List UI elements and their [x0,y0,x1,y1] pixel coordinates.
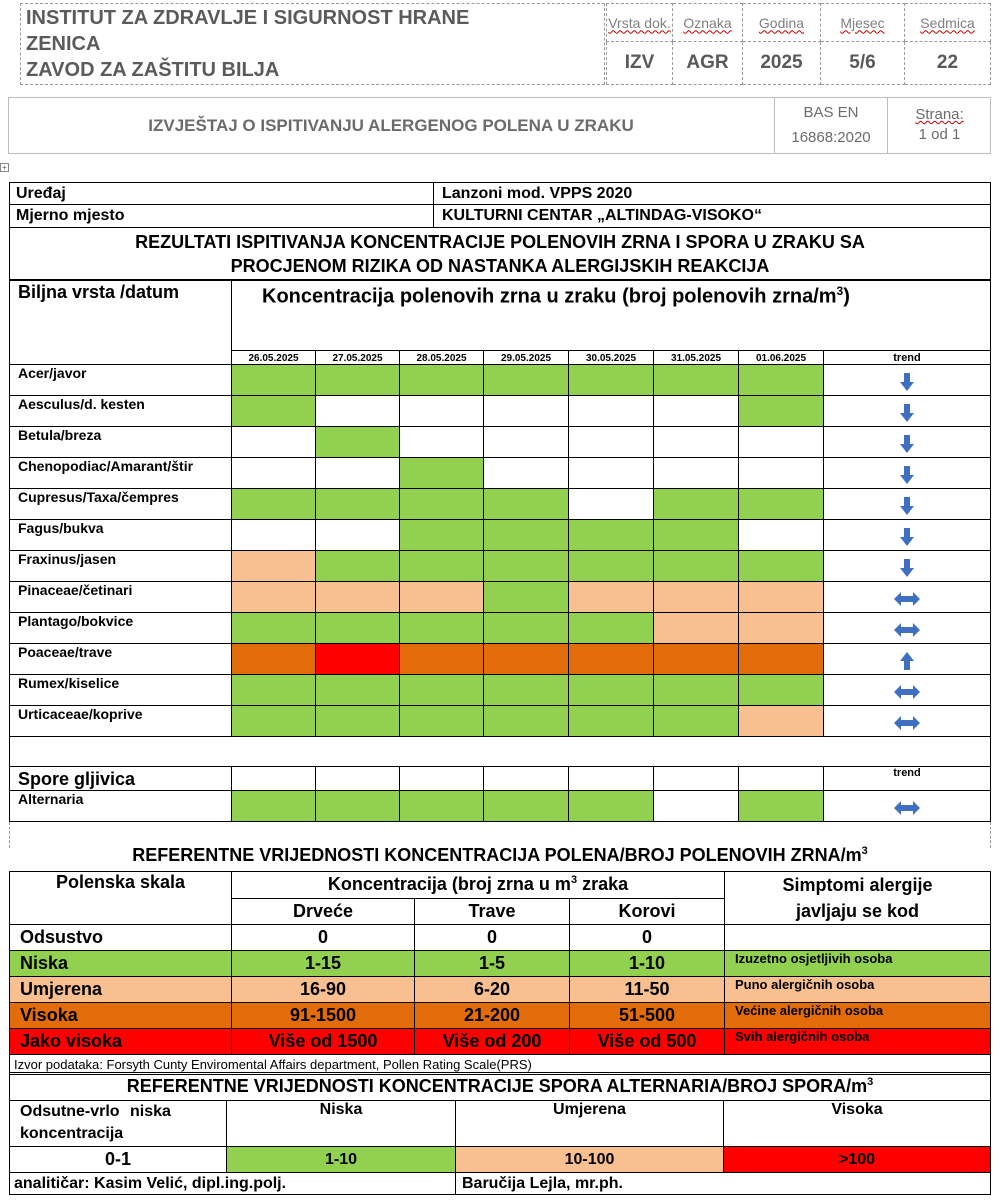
level-cell-low [654,675,739,706]
level-cell-low [232,365,316,396]
results-title-line1: REZULTATI ISPITIVANJA KONCENTRACIJE POLENOVIH ZRNA I SPORA U ZRAKU SA [135,231,865,252]
spore-trend-header: trend [824,767,991,791]
species-name: Plantago/bokvice [10,613,232,644]
site-label: Mjerno mjesto [10,205,434,228]
level-cell-high [484,644,569,675]
trend-cell [824,520,991,551]
symptom-header-line1: Simptomi alergije [782,875,933,895]
level-cell-low [232,613,316,644]
level-cell-low [316,427,400,458]
level-cell-low [316,365,400,396]
species-name: Pinaceae/četinari [10,582,232,613]
trend-cell [824,458,991,489]
second-signature: Baručija Lejla, mr.ph. [456,1173,991,1195]
arrow-down-icon [824,368,990,392]
level-cell-low [232,791,316,822]
meta-label-week: Sedmica [905,4,991,42]
level-cell-high [232,644,316,675]
level-cell-low [232,489,316,520]
level-cell-none [316,520,400,551]
trend-header: trend [824,351,991,365]
species-name: Chenopodiac/Amarant/štir [10,458,232,489]
level-cell-moderate [739,582,824,613]
level-cell-low [739,365,824,396]
level-cell-low [739,675,824,706]
analyst-signature: analitičar: Kasim Velić, dipl.ing.polj. [10,1173,456,1195]
level-cell-low [569,551,654,582]
reference-weeds: 0 [570,925,725,951]
level-cell-low [232,706,316,737]
table-move-handle[interactable]: + [0,163,9,172]
level-cell-low [484,489,569,520]
level-cell-low [400,706,484,737]
trend-cell [824,791,991,822]
level-cell-none [739,458,824,489]
reference-grasses: 21-200 [415,1003,570,1029]
reference-weeds: 11-50 [570,977,725,1003]
concentration-ref-text: Koncentracija (broj zrna u m [327,874,571,895]
level-cell-low [654,520,739,551]
level-cell-low [569,791,654,822]
col-header-trees: Drveće [232,898,415,925]
spore-value-low: 1-10 [227,1147,456,1173]
level-cell-none [232,520,316,551]
level-cell-low [484,520,569,551]
pollen-row [10,489,991,520]
report-title: IZVJEŠTAJ O ISPITIVANJU ALERGENOG POLENA U ZRAKU [148,116,634,135]
reference-row [10,977,991,1003]
symptom-header [725,872,991,925]
spore-col-high: Visoka [724,1101,991,1147]
species-header: Biljna vrsta /datum [10,281,232,365]
reference-grasses: 6-20 [415,977,570,1003]
level-cell-low [316,675,400,706]
species-name: Betula/breza [10,427,232,458]
level-cell-none [569,427,654,458]
arrow-left-right-icon [824,680,990,700]
scale-header: Polenska skala [10,872,232,925]
arrow-left-right-icon [824,796,990,816]
level-cell-low [569,675,654,706]
level-cell-low [654,489,739,520]
reference-grasses: Više od 200 [415,1029,570,1055]
trend-cell [824,489,991,520]
pollen-reference-title-text: REFERENTNE VRIJEDNOSTI KONCENTRACIJA POLENA/BROJ POLENOVIH ZRNA/m [132,845,862,865]
page-label: Strana: [915,106,964,123]
level-cell-none [484,396,569,427]
reference-row [10,1003,991,1029]
reference-weeds: Više od 500 [570,1029,725,1055]
pollen-row [10,365,991,396]
spore-col-moderate: Umjerena [456,1101,724,1147]
concentration-header [232,281,991,351]
reference-trees: 91-1500 [232,1003,415,1029]
pollen-row [10,613,991,644]
level-cell-high [569,644,654,675]
col-header-grasses: Trave [415,898,570,925]
spore-row [10,791,991,822]
spore-col-absent-line2: koncentracija [20,1125,124,1142]
reference-row [10,1029,991,1055]
reference-symptom: Puno alergičnih osoba [725,977,991,1003]
level-cell-low [400,613,484,644]
spore-reference-title-text: REFERENTNE VRIJEDNOSTI KONCENTRACIJE SPORA ALTERNARIA/BROJ SPORA/m [126,1076,868,1096]
level-cell-none [232,427,316,458]
date-header: 29.05.2025 [484,351,569,365]
level-cell-low [569,613,654,644]
trend-cell [824,582,991,613]
standard-line2: 16868:2020 [791,129,871,146]
level-cell-low [400,551,484,582]
date-header: 27.05.2025 [316,351,400,365]
col-header-weeds: Korovi [570,898,725,925]
device-value: Lanzoni mod. VPPS 2020 [434,183,991,205]
arrow-left-right-icon [824,587,990,607]
reference-level: Visoka [10,1003,232,1029]
species-name: Alternaria [10,791,232,822]
standard-line1: BAS EN [803,104,859,121]
level-cell-none [232,458,316,489]
spore-col-absent-line1: Odsutne-vrlo niska [20,1103,171,1120]
spacer-cell [10,737,991,767]
pollen-row [10,644,991,675]
pollen-reference-table [9,871,991,1075]
reference-trees: Više od 1500 [232,1029,415,1055]
reference-symptom: Većine alergičnih osoba [725,1003,991,1029]
reference-row [10,925,991,951]
empty-cell [316,767,400,791]
pollen-row [10,520,991,551]
empty-cell [232,767,316,791]
level-cell-low [232,396,316,427]
level-cell-low [316,613,400,644]
institute-name-line2: ZENICA [26,33,101,55]
spore-reference-title-sup: 3 [867,1076,874,1088]
level-cell-none [569,458,654,489]
pollen-row [10,582,991,613]
spore-col-absent [10,1101,227,1147]
level-cell-low [316,706,400,737]
results-title [10,228,991,280]
device-label: Uređaj [10,183,434,205]
reference-weeds: 51-500 [570,1003,725,1029]
level-cell-low [484,706,569,737]
institute-name-line1: INSTITUT ZA ZDRAVLJE I SIGURNOST HRANE [26,7,470,29]
level-cell-high [654,644,739,675]
arrow-down-icon [824,461,990,485]
level-cell-low [484,365,569,396]
reference-symptom: Svih alergičnih osoba [725,1029,991,1055]
species-name: Acer/javor [10,365,232,396]
level-cell-none [400,427,484,458]
level-cell-low [484,582,569,613]
level-cell-low [484,675,569,706]
level-cell-low [400,365,484,396]
species-name: Urticaceae/koprive [10,706,232,737]
level-cell-moderate [739,613,824,644]
page-value: 1 od 1 [918,126,961,143]
species-name: Rumex/kiselice [10,675,232,706]
reference-trees: 1-15 [232,951,415,977]
level-cell-low [316,489,400,520]
level-cell-very-high [316,644,400,675]
level-cell-none [654,427,739,458]
species-name: Fagus/bukva [10,520,232,551]
level-cell-low [232,675,316,706]
level-cell-moderate [316,582,400,613]
reference-grasses: 0 [415,925,570,951]
concentration-ref-sup: 3 [570,874,578,887]
level-cell-low [400,791,484,822]
trend-cell [824,644,991,675]
level-cell-none [654,458,739,489]
level-cell-low [484,791,569,822]
pollen-row [10,706,991,737]
species-name: Poaceae/trave [10,644,232,675]
level-cell-low [739,551,824,582]
level-cell-none [316,396,400,427]
spacer-row [10,737,991,767]
standard-box [774,97,887,154]
pollen-row [10,396,991,427]
empty-cell [569,767,654,791]
institute-name-line3: ZAVOD ZA ZAŠTITU BILJA [26,59,280,81]
document-meta-grid [606,3,991,85]
level-cell-moderate [232,582,316,613]
reference-level: Umjerena [10,977,232,1003]
level-cell-moderate [232,551,316,582]
reference-symptom [725,925,991,951]
date-header: 30.05.2025 [569,351,654,365]
date-header: 31.05.2025 [654,351,739,365]
level-cell-low [569,365,654,396]
arrow-down-icon [824,399,990,423]
pollen-rows [10,365,991,737]
meta-label-month: Mjesec [821,4,905,42]
trend-cell [824,427,991,458]
reference-row [10,951,991,977]
level-cell-low [400,520,484,551]
trend-cell [824,396,991,427]
level-cell-moderate [654,582,739,613]
level-cell-low [654,706,739,737]
spore-rows [10,791,991,822]
level-cell-none [484,427,569,458]
level-cell-none [654,791,739,822]
spore-col-low: Niska [227,1101,456,1147]
meta-value-doc-type: IZV [607,42,673,85]
trend-cell [824,551,991,582]
trend-cell [824,706,991,737]
pollen-reference-section [9,871,991,1075]
level-cell-high [739,644,824,675]
level-cell-none [400,396,484,427]
spore-value-high: >100 [724,1147,991,1173]
level-cell-low [739,396,824,427]
institute-name [26,5,601,83]
arrow-down-icon [824,523,990,547]
meta-label-code: Oznaka [673,4,743,42]
level-cell-low [739,791,824,822]
reference-grasses: 1-5 [415,951,570,977]
level-cell-moderate [400,582,484,613]
reference-trees: 16-90 [232,977,415,1003]
level-cell-moderate [569,582,654,613]
level-cell-low [400,489,484,520]
pollen-row [10,551,991,582]
level-cell-low [484,551,569,582]
species-name: Aesculus/d. kesten [10,396,232,427]
level-cell-none [316,458,400,489]
species-name: Cupresus/Taxa/čempres [10,489,232,520]
document-meta-table [606,3,991,85]
meta-label-year: Godina [743,4,821,42]
reference-level: Odsustvo [10,925,232,951]
meta-value-month: 5/6 [821,42,905,85]
trend-cell [824,613,991,644]
results-title-line2: PROCJENOM RIZIKA OD NASTANKA ALERGIJSKIH REAKCIJA [230,255,770,276]
level-cell-none [569,396,654,427]
info-table [9,182,991,280]
trend-cell [824,365,991,396]
pollen-row [10,458,991,489]
date-header: 28.05.2025 [400,351,484,365]
spore-reference-title [10,1073,991,1101]
level-cell-low [316,551,400,582]
level-cell-none [739,427,824,458]
pollen-row [10,675,991,706]
level-cell-low [654,551,739,582]
results-section [9,182,991,822]
empty-cell [400,767,484,791]
arrow-down-icon [824,430,990,454]
level-cell-none [484,458,569,489]
meta-label-doc-type: Vrsta dok. [607,4,673,42]
meta-value-week: 22 [905,42,991,85]
concentration-header-text: Koncentracija polenovih zrna u zraku (broj polenovih zrna/m [262,285,837,308]
reference-trees: 0 [232,925,415,951]
pollen-row [10,427,991,458]
level-cell-low [316,791,400,822]
reference-source: Izvor podataka: Forsyth Cunty Enviromental Affairs department, Pollen Rating Scale(PRS) [10,1055,991,1075]
site-value: KULTURNI CENTAR „ALTINDAG-VISOKO“ [434,205,991,228]
arrow-left-right-icon [824,618,990,638]
symptom-header-line2: javljaju se kod [795,901,920,921]
concentration-header-sup: 3 [836,284,844,298]
level-cell-none [739,520,824,551]
concentration-header-close: ) [843,285,850,308]
arrow-down-icon [824,492,990,516]
pollen-grid [9,280,991,822]
spore-reference-section [9,1072,991,1195]
species-name: Fraxinus/jasen [10,551,232,582]
pollen-reference-rows [10,925,991,1055]
empty-cell [484,767,569,791]
page-box [887,97,991,154]
reference-level: Niska [10,951,232,977]
reference-symptom: Izuzetno osjetljivih osoba [725,951,991,977]
level-cell-moderate [739,706,824,737]
level-cell-low [654,365,739,396]
level-cell-low [739,489,824,520]
arrow-left-right-icon [824,711,990,731]
level-cell-low [400,675,484,706]
spore-reference-table [9,1072,991,1195]
spore-header-row [10,767,991,791]
pollen-reference-title [9,845,991,866]
pollen-reference-title-sup: 3 [861,845,868,857]
concentration-ref-end: zraka [577,874,629,895]
trend-cell [824,675,991,706]
level-cell-none [654,396,739,427]
date-header: 26.05.2025 [232,351,316,365]
level-cell-low [484,613,569,644]
spore-header: Spore gljivica [10,767,232,791]
meta-value-code: AGR [673,42,743,85]
level-cell-moderate [654,613,739,644]
concentration-ref-header [232,872,725,899]
spore-value-absent: 0-1 [10,1147,227,1173]
empty-cell [654,767,739,791]
reference-level: Jako visoka [10,1029,232,1055]
arrow-up-icon [824,647,990,671]
level-cell-low [400,458,484,489]
reference-weeds: 1-10 [570,951,725,977]
level-cell-none [569,489,654,520]
meta-value-year: 2025 [743,42,821,85]
spore-value-moderate: 10-100 [456,1147,724,1173]
date-header: 01.06.2025 [739,351,824,365]
level-cell-high [400,644,484,675]
level-cell-low [569,520,654,551]
empty-cell [739,767,824,791]
level-cell-low [569,706,654,737]
arrow-down-icon [824,554,990,578]
